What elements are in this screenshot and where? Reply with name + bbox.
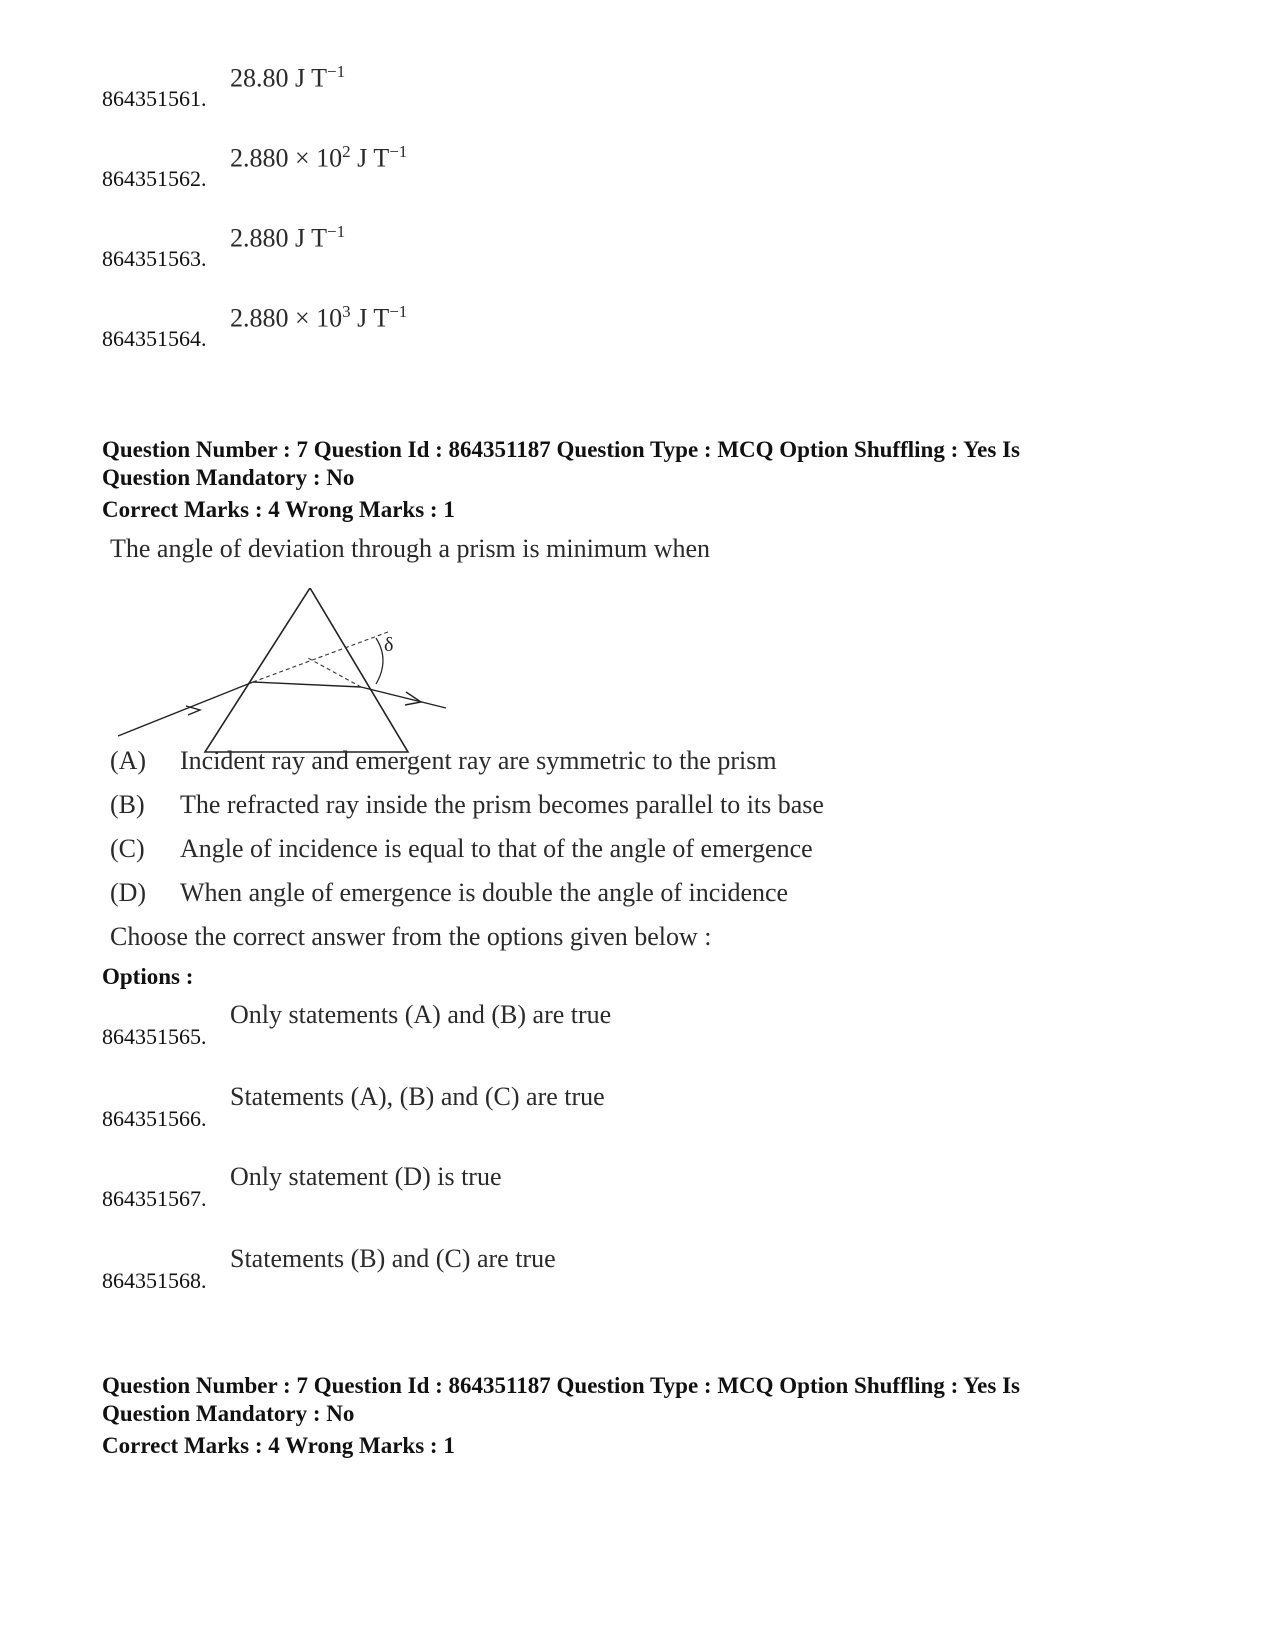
instruction-text: Choose the correct answer from the options given below : (110, 922, 712, 951)
emergent-extension (308, 658, 361, 687)
option-value: $2.880 \times 10^2$ J $T^{-1}$ (230, 142, 408, 173)
question-header-line2: Question Mandatory : No (102, 465, 355, 490)
question-marks: Correct Marks : 4 Wrong Marks : 1 (102, 497, 455, 522)
option-id: 864351568. (102, 1268, 207, 1293)
prev-option-2[interactable] (102, 142, 1002, 192)
option-2[interactable] (102, 1082, 1002, 1132)
question-marks: Correct Marks : 4 Wrong Marks : 1 (102, 1433, 455, 1458)
next-question-header (102, 1372, 1182, 1460)
question-text: The angle of deviation through a prism is minimum when (110, 534, 711, 563)
option-id: 864351564. (102, 326, 207, 351)
question-header-line1: Question Number : 7 Question Id : 864351187 Question Type : MCQ Option Shuffling : Yes Is (102, 1373, 1020, 1398)
option-id: 864351565. (102, 1024, 207, 1049)
question-header-line2: Question Mandatory : No (102, 1401, 355, 1426)
question-header-line1: Question Number : 7 Question Id : 864351187 Question Type : MCQ Option Shuffling : Yes Is (102, 437, 1020, 462)
prism-diagram (108, 588, 468, 758)
option-text: Only statements (A) and (B) are true (230, 1000, 612, 1029)
options-label: Options : (102, 964, 194, 989)
question-header (102, 436, 1182, 524)
prev-option-1[interactable] (102, 62, 1002, 112)
option-value: 28.80 J $T^{-1}$ (230, 62, 346, 93)
prev-option-4[interactable] (102, 302, 1002, 352)
delta-label: δ (384, 634, 394, 656)
option-value: 2.880 J $T^{-1}$ (230, 222, 346, 253)
statement-b: (B) The refracted ray inside the prism becomes parallel to its base (110, 790, 824, 819)
option-id: 864351563. (102, 246, 207, 271)
prism-triangle (205, 588, 408, 752)
prev-option-3[interactable] (102, 222, 1002, 272)
option-text: Only statement (D) is true (230, 1162, 502, 1191)
incident-extension (253, 632, 388, 682)
option-id: 864351561. (102, 86, 207, 111)
option-1[interactable] (102, 1000, 1002, 1050)
option-id: 864351567. (102, 1186, 207, 1211)
option-3[interactable] (102, 1162, 1002, 1212)
emergent-ray (361, 687, 446, 708)
statement-d: (D) When angle of emergence is double the angle of incidence (110, 878, 789, 907)
refracted-ray (253, 682, 361, 687)
option-4[interactable] (102, 1244, 1002, 1294)
statement-c: (C) Angle of incidence is equal to that of the angle of emergence (110, 834, 813, 863)
option-text: Statements (B) and (C) are true (230, 1244, 556, 1273)
statement-a: (A) Incident ray and emergent ray are symmetric to the prism (110, 746, 777, 775)
option-id: 864351562. (102, 166, 207, 191)
option-value: $2.880 \times 10^3$ J $T^{-1}$ (230, 302, 408, 333)
deviation-arc (376, 638, 383, 684)
option-text: Statements (A), (B) and (C) are true (230, 1082, 605, 1111)
option-id: 864351566. (102, 1106, 207, 1131)
